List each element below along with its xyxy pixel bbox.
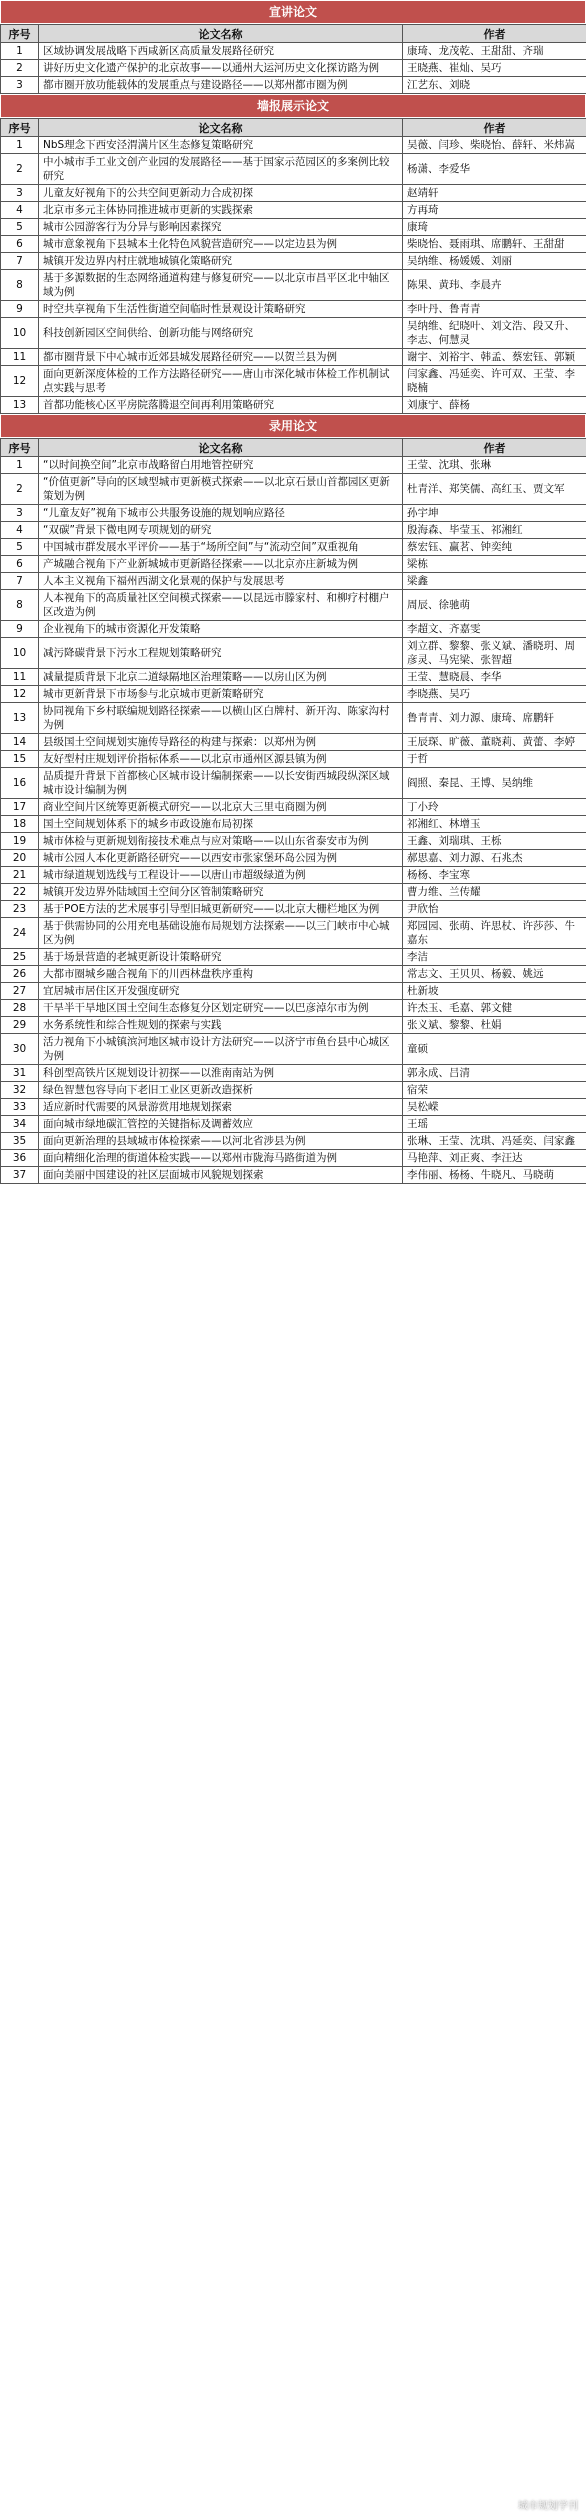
header-author: 作者 [403,439,586,457]
table-row [1,638,586,669]
watermark: 城市规划学刊 [518,2501,578,2512]
table-row [1,270,586,301]
paper-title: 讲好历史文化遗产保护的北京故事——以通州大运河历史文化探访路为例 [39,60,403,77]
paper-title: 城市意象视角下县城本土化特色风貌营造研究——以定边县为例 [39,236,403,253]
table-row [1,318,586,349]
paper-title: 县级国土空间规划实施传导路径的构建与探索：以郑州为例 [39,734,403,751]
paper-authors: 方再琦 [403,202,586,219]
paper-title: 绿色智慧包容导向下老旧工业区更新改造探析 [39,1082,403,1099]
table-row [1,539,586,556]
paper-title: 基于POE方法的艺术展事引导型旧城更新研究——以北京大栅栏地区为例 [39,901,403,918]
paper-authors: 郑园园、张萌、许思杖、许莎莎、牛嘉东 [403,918,586,949]
table-row [1,301,586,318]
paper-title: NbS理念下西安泾渭满片区生态修复策略研究 [39,137,403,154]
paper-title: 城镇开发边界内村庄就地城镇化策略研究 [39,253,403,270]
paper-title: 大都市圈城乡融合视角下的川西林盘秩序重构 [39,966,403,983]
paper-title: 城镇开发边界外陆域国土空间分区管制策略研究 [39,884,403,901]
header-number: 序号 [1,25,39,43]
paper-title: 城市公园人本化更新路径研究——以西安市张家堡环岛公园为例 [39,850,403,867]
table-row [1,850,586,867]
paper-title: 企业视角下的城市资源化开发策略 [39,621,403,638]
row-number: 15 [1,751,39,768]
paper-authors: 许杰玉、毛嘉、郭文健 [403,1000,586,1017]
table-row [1,751,586,768]
table-header-row [1,119,586,137]
paper-authors: 吴纳维、杨媛媛、刘丽 [403,253,586,270]
paper-authors: 李超文、齐嘉雯 [403,621,586,638]
table-row [1,137,586,154]
paper-title: 基于多源数据的生态网络通道构建与修复研究——以北京市昌平区北中轴区域为例 [39,270,403,301]
paper-authors: 郭永成、吕清 [403,1065,586,1082]
paper-title: 面向更新深度体检的工作方法路径研究——唐山市深化城市体检工作机制试点实践与思考 [39,366,403,397]
paper-authors: 王辰琛、旷薇、董晓莉、黄蕾、李婷 [403,734,586,751]
paper-title: 产城融合视角下产业新城城市更新路径探索——以北京亦庄新城为例 [39,556,403,573]
row-number: 6 [1,556,39,573]
table-row [1,77,586,94]
paper-authors: 杨杨、李宝寒 [403,867,586,884]
paper-authors: 曹力维、兰传耀 [403,884,586,901]
paper-authors: 梁鑫 [403,573,586,590]
table-row [1,43,586,60]
row-number: 20 [1,850,39,867]
paper-title: 基于供需协同的公用充电基础设施布局规划方法探索——以三门峡市中心城区为例 [39,918,403,949]
row-number: 33 [1,1099,39,1116]
row-number: 2 [1,60,39,77]
paper-authors: 马艳萍、刘正爽、李汪达 [403,1150,586,1167]
paper-authors: 闫家鑫、冯延奕、许可双、王莹、李晓楠 [403,366,586,397]
paper-title: 水务系统性和综合性规划的探索与实践 [39,1017,403,1034]
table-row [1,901,586,918]
paper-authors: 刘立群、黎黎、张义斌、潘晓玥、周彦灵、马宪梁、张智超 [403,638,586,669]
row-number: 7 [1,573,39,590]
paper-title: “双碳”背景下微电网专项规划的研究 [39,522,403,539]
paper-authors: 吴薇、闫珍、柴晓怡、薛轩、米炜嵩 [403,137,586,154]
paper-title: “儿童友好”视角下城市公共服务设施的规划响应路径 [39,505,403,522]
table-row [1,669,586,686]
table-row [1,983,586,1000]
row-number: 18 [1,816,39,833]
paper-title: 城市更新背景下市场参与北京城市更新策略研究 [39,686,403,703]
paper-authors: 陈果、黄玮、李晨卉 [403,270,586,301]
table-row [1,202,586,219]
paper-table [0,118,586,414]
paper-title: 城市绿道规划选线与工程设计——以唐山市超级绿道为例 [39,867,403,884]
paper-title: 都市圈背景下中心城市近郊县城发展路径研究——以贺兰县为例 [39,349,403,366]
row-number: 1 [1,137,39,154]
row-number: 32 [1,1082,39,1099]
row-number: 27 [1,983,39,1000]
header-author: 作者 [403,119,586,137]
row-number: 21 [1,867,39,884]
paper-title: 干旱半干旱地区国土空间生态修复分区划定研究——以巴彦淖尔市为例 [39,1000,403,1017]
row-number: 13 [1,703,39,734]
table-row [1,918,586,949]
paper-title: 中国城市群发展水平评价——基于“场所空间”与“流动空间”双重视角 [39,539,403,556]
paper-authors: 蔡宏钰、赢茗、钟奕纯 [403,539,586,556]
table-row [1,1167,586,1184]
header-title: 论文名称 [39,119,403,137]
row-number: 26 [1,966,39,983]
table-row [1,1133,586,1150]
table-row [1,686,586,703]
row-number: 5 [1,219,39,236]
paper-title: 减污降碳背景下污水工程规划策略研究 [39,638,403,669]
row-number: 7 [1,253,39,270]
paper-title: 都市圈开放功能载体的发展重点与建设路径——以郑州都市圈为例 [39,77,403,94]
paper-authors: 康琦、龙茂乾、王甜甜、齐瑞 [403,43,586,60]
paper-title: 时空共享视角下生活性街道空间临时性景观设计策略研究 [39,301,403,318]
table-row [1,966,586,983]
row-number: 9 [1,301,39,318]
table-row [1,457,586,474]
table-row [1,768,586,799]
table-row [1,1082,586,1099]
row-number: 30 [1,1034,39,1065]
table-row [1,1034,586,1065]
table-row [1,590,586,621]
paper-authors: 丁小玲 [403,799,586,816]
paper-title: 人本主义视角下福州西湖文化景观的保护与发展思考 [39,573,403,590]
paper-authors: 李洁 [403,949,586,966]
paper-title: 城市体检与更新规划衔接技术难点与应对策略——以山东省泰安市为例 [39,833,403,850]
table-row [1,833,586,850]
row-number: 9 [1,621,39,638]
paper-authors: 郝思嘉、刘力源、石兆杰 [403,850,586,867]
table-row [1,219,586,236]
row-number: 6 [1,236,39,253]
paper-table [0,24,586,94]
table-row [1,1116,586,1133]
row-number: 31 [1,1065,39,1082]
paper-table [0,438,586,1184]
table-row [1,1099,586,1116]
paper-authors: 李叶丹、鲁青青 [403,301,586,318]
paper-authors: 李晓燕、吴巧 [403,686,586,703]
row-number: 1 [1,43,39,60]
paper-authors: 柴晓怡、聂雨琪、席鹏轩、王甜甜 [403,236,586,253]
paper-authors: 吴纳维、纪晓叶、刘文浩、段又升、李志、何慧灵 [403,318,586,349]
row-number: 5 [1,539,39,556]
paper-title: 减量提质背景下北京二道绿隔地区治理策略——以房山区为例 [39,669,403,686]
table-row [1,60,586,77]
row-number: 28 [1,1000,39,1017]
paper-authors: 宿荣 [403,1082,586,1099]
row-number: 12 [1,686,39,703]
paper-authors: 尹欣怡 [403,901,586,918]
paper-authors: 杜新坡 [403,983,586,1000]
paper-authors: 鲁青青、刘力源、康琦、席鹏轩 [403,703,586,734]
header-author: 作者 [403,25,586,43]
table-row [1,154,586,185]
table-row [1,474,586,505]
table-row [1,1017,586,1034]
table-row [1,867,586,884]
row-number: 1 [1,457,39,474]
paper-authors: 周辰、徐驰萌 [403,590,586,621]
table-header-row [1,25,586,43]
row-number: 23 [1,901,39,918]
paper-title: 面向城市绿地碳汇管控的关键指标及调蓄效应 [39,1116,403,1133]
row-number: 2 [1,154,39,185]
table-row [1,366,586,397]
paper-title: “价值更新”导向的区域型城市更新模式探索——以北京石景山首都园区更新策划为例 [39,474,403,505]
paper-title: 科技创新园区空间供给、创新功能与网络研究 [39,318,403,349]
paper-authors: 常志文、王贝贝、杨毅、姚远 [403,966,586,983]
paper-title: 北京市多元主体协同推进城市更新的实践探索 [39,202,403,219]
paper-authors: 王瑶 [403,1116,586,1133]
row-number: 10 [1,318,39,349]
paper-authors: 张琳、王莹、沈琪、冯延奕、闫家鑫 [403,1133,586,1150]
row-number: 4 [1,522,39,539]
header-number: 序号 [1,119,39,137]
paper-authors: 谢宇、刘裕宇、韩孟、蔡宏钰、郭颖 [403,349,586,366]
row-number: 8 [1,590,39,621]
row-number: 35 [1,1133,39,1150]
row-number: 11 [1,669,39,686]
row-number: 3 [1,505,39,522]
paper-authors: 吴松嵘 [403,1099,586,1116]
paper-title: “以时间换空间”北京市战略留白用地管控研究 [39,457,403,474]
paper-title: 科创型高铁片区规划设计初探——以淮南南站为例 [39,1065,403,1082]
paper-title: 人本视角下的高质量社区空间模式探索——以昆远市滕家村、和柳疗村棚户区改造为例 [39,590,403,621]
paper-title: 活力视角下小城镇滨河地区城市设计方法研究——以济宁市鱼台县中心城区为例 [39,1034,403,1065]
row-number: 17 [1,799,39,816]
paper-title: 城市公园游客行为分异与影响因素探究 [39,219,403,236]
paper-authors: 康琦 [403,219,586,236]
row-number: 13 [1,397,39,414]
paper-title: 宜居城市居住区开发强度研究 [39,983,403,1000]
table-row [1,573,586,590]
table-header-row [1,439,586,457]
paper-authors: 王莹、慧晓晨、李华 [403,669,586,686]
table-row [1,253,586,270]
table-row [1,1150,586,1167]
paper-authors: 梁栋 [403,556,586,573]
paper-authors: 王晓燕、崔灿、吴巧 [403,60,586,77]
paper-authors: 于哲 [403,751,586,768]
header-title: 论文名称 [39,25,403,43]
table-row [1,621,586,638]
paper-title: 面向更新治理的县域城市体检探索——以河北省涉县为例 [39,1133,403,1150]
table-row [1,1000,586,1017]
header-title: 论文名称 [39,439,403,457]
table-row [1,397,586,414]
paper-title: 适应新时代需要的风景游赏用地规划探索 [39,1099,403,1116]
table-row [1,1065,586,1082]
table-row [1,799,586,816]
section-heading: 墙报展示论文 [0,94,586,118]
paper-authors: 刘康宁、薛杨 [403,397,586,414]
row-number: 12 [1,366,39,397]
table-row [1,816,586,833]
row-number: 16 [1,768,39,799]
row-number: 19 [1,833,39,850]
table-row [1,703,586,734]
row-number: 29 [1,1017,39,1034]
paper-list-sheet [0,0,586,1184]
row-number: 34 [1,1116,39,1133]
row-number: 10 [1,638,39,669]
paper-authors: 赵靖轩 [403,185,586,202]
table-row [1,505,586,522]
paper-title: 基于场景营造的老城更新设计策略研究 [39,949,403,966]
paper-authors: 杨潇、李爱华 [403,154,586,185]
paper-authors: 张义斌、黎黎、杜娟 [403,1017,586,1034]
paper-title: 友好型村庄规划评价指标体系——以北京市通州区源县镇为例 [39,751,403,768]
row-number: 2 [1,474,39,505]
paper-title: 区域协调发展战略下西咸新区高质量发展路径研究 [39,43,403,60]
paper-authors: 阎照、秦昆、王博、吴纳维 [403,768,586,799]
section-heading: 宣讲论文 [0,0,586,24]
paper-title: 品质提升背景下首都核心区城市设计编制探索——以长安街西城段纵深区域城市设计编制为例 [39,768,403,799]
paper-title: 中小城市手工业文创产业园的发展路径——基于国家示范园区的多案例比较研究 [39,154,403,185]
paper-authors: 祁湘红、林增玉 [403,816,586,833]
table-row [1,236,586,253]
table-row [1,185,586,202]
paper-title: 国土空间规划体系下的城乡市政设施布局初探 [39,816,403,833]
row-number: 14 [1,734,39,751]
paper-title: 面向精细化治理的街道体检实践——以郑州市陇海马路街道为例 [39,1150,403,1167]
table-row [1,522,586,539]
table-row [1,884,586,901]
paper-title: 儿童友好视角下的公共空间更新动力合成初探 [39,185,403,202]
paper-title: 商业空间片区统筹更新模式研究——以北京大三里屯商圈为例 [39,799,403,816]
table-row [1,556,586,573]
paper-authors: 殷海森、毕莹玉、祁湘红 [403,522,586,539]
row-number: 25 [1,949,39,966]
row-number: 3 [1,185,39,202]
paper-authors: 王莹、沈琪、张琳 [403,457,586,474]
row-number: 8 [1,270,39,301]
row-number: 11 [1,349,39,366]
paper-authors: 杜青洋、郑笑儒、高红玉、贾文军 [403,474,586,505]
paper-title: 面向美丽中国建设的社区层面城市风貌规划探索 [39,1167,403,1184]
table-row [1,949,586,966]
row-number: 22 [1,884,39,901]
paper-authors: 孙宇坤 [403,505,586,522]
paper-authors: 李伟丽、杨杨、牛晓凡、马晓萌 [403,1167,586,1184]
table-row [1,349,586,366]
section-heading: 录用论文 [0,414,586,438]
table-row [1,734,586,751]
paper-authors: 童硕 [403,1034,586,1065]
paper-title: 协同视角下乡村联编规划路径探索——以横山区白牌村、新开沟、陈家沟村为例 [39,703,403,734]
row-number: 37 [1,1167,39,1184]
header-number: 序号 [1,439,39,457]
row-number: 36 [1,1150,39,1167]
row-number: 4 [1,202,39,219]
paper-authors: 江艺东、刘晓 [403,77,586,94]
row-number: 24 [1,918,39,949]
row-number: 3 [1,77,39,94]
paper-title: 首都功能核心区平房院落腾退空间再利用策略研究 [39,397,403,414]
paper-authors: 王鑫、刘瑞琪、王栎 [403,833,586,850]
